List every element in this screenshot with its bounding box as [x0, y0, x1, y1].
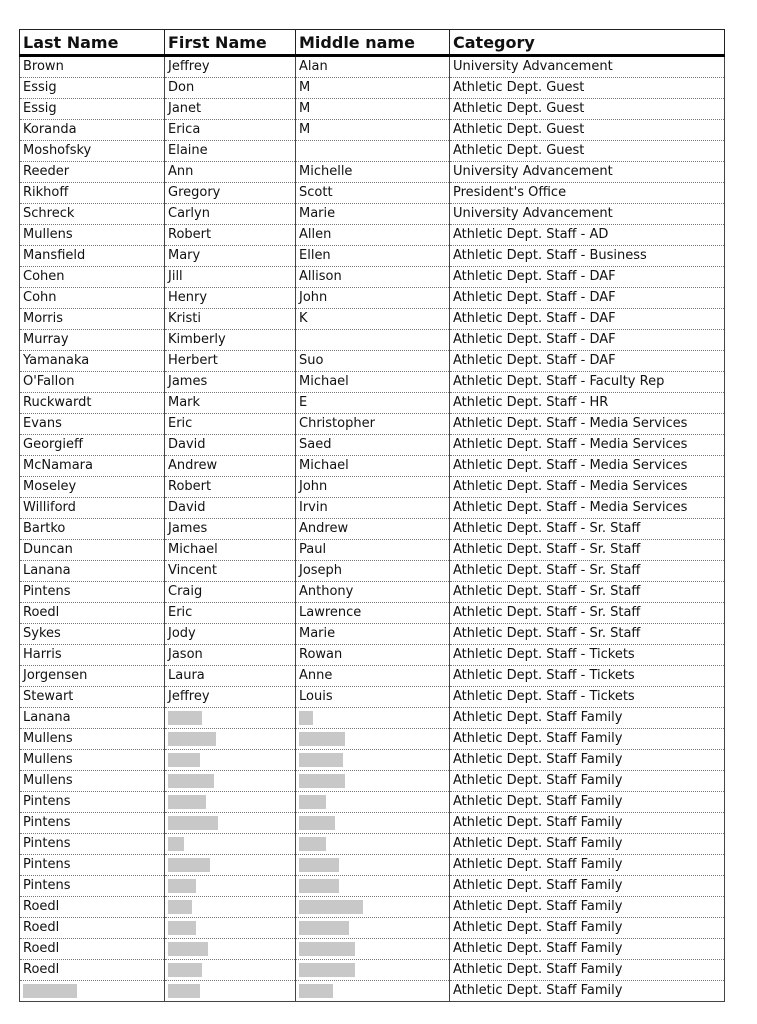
- middle-name-cell: E: [296, 393, 450, 414]
- middle-name-cell: Marie: [296, 204, 450, 225]
- redaction-block: [168, 984, 200, 998]
- redaction-block: [299, 963, 355, 977]
- table-row: [20, 792, 725, 813]
- first-name-cell: [165, 771, 296, 792]
- redaction-block: [299, 774, 345, 788]
- redaction-block: [23, 984, 77, 998]
- table-row: [20, 225, 725, 246]
- category-cell: Athletic Dept. Staff - AD: [450, 225, 725, 246]
- middle-name-cell: [296, 918, 450, 939]
- table-row: [20, 897, 725, 918]
- middle-name-cell: Suo: [296, 351, 450, 372]
- redaction-block: [168, 900, 192, 914]
- table-row: [20, 918, 725, 939]
- middle-name-cell: [296, 981, 450, 1002]
- first-name-cell: Erica: [165, 120, 296, 141]
- category-cell: Athletic Dept. Staff Family: [450, 981, 725, 1002]
- category-cell: Athletic Dept. Staff - Tickets: [450, 645, 725, 666]
- category-cell: Athletic Dept. Staff - Sr. Staff: [450, 603, 725, 624]
- last-name-cell: Mansfield: [20, 246, 165, 267]
- last-name-cell: Evans: [20, 414, 165, 435]
- table-row: [20, 99, 725, 120]
- first-name-cell: Robert: [165, 477, 296, 498]
- staff-table: [19, 29, 725, 1002]
- last-name-cell: Roedl: [20, 897, 165, 918]
- table-row: [20, 729, 725, 750]
- first-name-cell: Craig: [165, 582, 296, 603]
- category-cell: Athletic Dept. Staff Family: [450, 897, 725, 918]
- redaction-block: [168, 879, 196, 893]
- redaction-block: [299, 837, 326, 851]
- category-cell: Athletic Dept. Staff - Sr. Staff: [450, 561, 725, 582]
- header-row: [20, 30, 725, 56]
- middle-name-cell: M: [296, 78, 450, 99]
- first-name-cell: Mary: [165, 246, 296, 267]
- last-name-cell: Schreck: [20, 204, 165, 225]
- table-row: [20, 540, 725, 561]
- first-name-cell: Jeffrey: [165, 56, 296, 78]
- first-name-cell: Robert: [165, 225, 296, 246]
- redaction-block: [168, 732, 216, 746]
- table-row: [20, 834, 725, 855]
- middle-name-cell: Lawrence: [296, 603, 450, 624]
- middle-name-cell: Scott: [296, 183, 450, 204]
- last-name-cell: Mullens: [20, 729, 165, 750]
- category-cell: Athletic Dept. Guest: [450, 99, 725, 120]
- table-row: [20, 351, 725, 372]
- table-row: [20, 141, 725, 162]
- category-cell: President's Office: [450, 183, 725, 204]
- middle-name-cell: [296, 729, 450, 750]
- first-name-cell: [165, 813, 296, 834]
- category-cell: Athletic Dept. Staff - Sr. Staff: [450, 519, 725, 540]
- middle-name-cell: Michelle: [296, 162, 450, 183]
- first-name-cell: [165, 939, 296, 960]
- middle-name-cell: Christopher: [296, 414, 450, 435]
- middle-name-cell: M: [296, 120, 450, 141]
- middle-name-cell: [296, 939, 450, 960]
- last-name-cell: Pintens: [20, 582, 165, 603]
- last-name-cell: Roedl: [20, 918, 165, 939]
- table-row: [20, 624, 725, 645]
- middle-name-cell: John: [296, 288, 450, 309]
- table-row: [20, 414, 725, 435]
- first-name-cell: Mark: [165, 393, 296, 414]
- category-cell: Athletic Dept. Guest: [450, 78, 725, 99]
- middle-name-cell: Michael: [296, 372, 450, 393]
- table-body: [20, 56, 725, 1002]
- first-name-cell: Ann: [165, 162, 296, 183]
- last-name-cell: O'Fallon: [20, 372, 165, 393]
- category-cell: Athletic Dept. Staff - HR: [450, 393, 725, 414]
- table-row: [20, 876, 725, 897]
- middle-name-cell: [296, 771, 450, 792]
- middle-name-cell: Michael: [296, 456, 450, 477]
- category-cell: Athletic Dept. Staff - Media Services: [450, 477, 725, 498]
- header-last-name: Last Name: [20, 30, 165, 56]
- table-row: [20, 330, 725, 351]
- table-row: [20, 120, 725, 141]
- category-cell: Athletic Dept. Staff - Media Services: [450, 456, 725, 477]
- last-name-cell: Pintens: [20, 792, 165, 813]
- redaction-block: [168, 858, 210, 872]
- redaction-block: [299, 984, 333, 998]
- table-row: [20, 603, 725, 624]
- last-name-cell: Essig: [20, 78, 165, 99]
- last-name-cell: Duncan: [20, 540, 165, 561]
- last-name-cell: Murray: [20, 330, 165, 351]
- first-name-cell: James: [165, 519, 296, 540]
- first-name-cell: [165, 792, 296, 813]
- first-name-cell: Andrew: [165, 456, 296, 477]
- last-name-cell: Koranda: [20, 120, 165, 141]
- middle-name-cell: [296, 141, 450, 162]
- redaction-block: [299, 879, 339, 893]
- category-cell: Athletic Dept. Staff - Business: [450, 246, 725, 267]
- category-cell: Athletic Dept. Staff - Faculty Rep: [450, 372, 725, 393]
- last-name-cell: Bartko: [20, 519, 165, 540]
- category-cell: Athletic Dept. Staff - DAF: [450, 309, 725, 330]
- middle-name-cell: [296, 897, 450, 918]
- last-name-cell: Lanana: [20, 708, 165, 729]
- last-name-cell: Essig: [20, 99, 165, 120]
- category-cell: Athletic Dept. Staff - DAF: [450, 288, 725, 309]
- category-cell: Athletic Dept. Staff - Media Services: [450, 435, 725, 456]
- first-name-cell: [165, 834, 296, 855]
- middle-name-cell: Rowan: [296, 645, 450, 666]
- first-name-cell: James: [165, 372, 296, 393]
- last-name-cell: Stewart: [20, 687, 165, 708]
- redaction-block: [299, 732, 345, 746]
- table-row: [20, 561, 725, 582]
- table-row: [20, 78, 725, 99]
- last-name-cell: McNamara: [20, 456, 165, 477]
- middle-name-cell: Andrew: [296, 519, 450, 540]
- last-name-cell: Cohn: [20, 288, 165, 309]
- last-name-cell: Lanana: [20, 561, 165, 582]
- first-name-cell: Michael: [165, 540, 296, 561]
- redaction-block: [299, 921, 349, 935]
- category-cell: Athletic Dept. Staff Family: [450, 876, 725, 897]
- table-row: [20, 456, 725, 477]
- first-name-cell: Carlyn: [165, 204, 296, 225]
- last-name-cell: Morris: [20, 309, 165, 330]
- first-name-cell: Herbert: [165, 351, 296, 372]
- first-name-cell: Vincent: [165, 561, 296, 582]
- redaction-block: [168, 837, 184, 851]
- first-name-cell: Jody: [165, 624, 296, 645]
- table-row: [20, 666, 725, 687]
- category-cell: University Advancement: [450, 204, 725, 225]
- table-row: [20, 645, 725, 666]
- first-name-cell: Jason: [165, 645, 296, 666]
- last-name-cell: Moseley: [20, 477, 165, 498]
- redaction-block: [299, 753, 343, 767]
- middle-name-cell: Anne: [296, 666, 450, 687]
- table-row: [20, 477, 725, 498]
- category-cell: Athletic Dept. Staff - Sr. Staff: [450, 624, 725, 645]
- first-name-cell: David: [165, 498, 296, 519]
- category-cell: Athletic Dept. Staff Family: [450, 708, 725, 729]
- first-name-cell: [165, 729, 296, 750]
- category-cell: Athletic Dept. Staff Family: [450, 813, 725, 834]
- last-name-cell: Pintens: [20, 834, 165, 855]
- table-row: [20, 939, 725, 960]
- redaction-block: [299, 900, 363, 914]
- first-name-cell: [165, 960, 296, 981]
- table-row: [20, 288, 725, 309]
- category-cell: Athletic Dept. Staff Family: [450, 750, 725, 771]
- category-cell: Athletic Dept. Staff - DAF: [450, 330, 725, 351]
- redaction-block: [168, 774, 214, 788]
- category-cell: Athletic Dept. Staff Family: [450, 729, 725, 750]
- table-row: [20, 393, 725, 414]
- middle-name-cell: Marie: [296, 624, 450, 645]
- middle-name-cell: [296, 813, 450, 834]
- last-name-cell: Brown: [20, 56, 165, 78]
- table-row: [20, 708, 725, 729]
- redaction-block: [168, 816, 218, 830]
- table-row: [20, 813, 725, 834]
- last-name-cell: Sykes: [20, 624, 165, 645]
- middle-name-cell: Ellen: [296, 246, 450, 267]
- first-name-cell: Kristi: [165, 309, 296, 330]
- table-row: [20, 750, 725, 771]
- last-name-cell: Cohen: [20, 267, 165, 288]
- table-row: [20, 56, 725, 78]
- table-row: [20, 855, 725, 876]
- category-cell: Athletic Dept. Guest: [450, 141, 725, 162]
- last-name-cell: Georgieff: [20, 435, 165, 456]
- middle-name-cell: [296, 750, 450, 771]
- middle-name-cell: [296, 855, 450, 876]
- first-name-cell: [165, 876, 296, 897]
- table-row: [20, 183, 725, 204]
- last-name-cell: Mullens: [20, 750, 165, 771]
- middle-name-cell: [296, 330, 450, 351]
- category-cell: Athletic Dept. Staff Family: [450, 918, 725, 939]
- first-name-cell: Jeffrey: [165, 687, 296, 708]
- category-cell: Athletic Dept. Staff Family: [450, 771, 725, 792]
- category-cell: Athletic Dept. Staff - DAF: [450, 351, 725, 372]
- redaction-block: [168, 753, 200, 767]
- middle-name-cell: Louis: [296, 687, 450, 708]
- last-name-cell: Williford: [20, 498, 165, 519]
- staff-list-sheet: [19, 29, 724, 1002]
- header-first-name: First Name: [165, 30, 296, 56]
- category-cell: Athletic Dept. Staff Family: [450, 792, 725, 813]
- category-cell: Athletic Dept. Staff Family: [450, 834, 725, 855]
- redaction-block: [299, 795, 326, 809]
- table-row: [20, 960, 725, 981]
- redaction-block: [168, 942, 208, 956]
- table-row: [20, 687, 725, 708]
- table-row: [20, 498, 725, 519]
- category-cell: Athletic Dept. Staff - Tickets: [450, 666, 725, 687]
- category-cell: University Advancement: [450, 162, 725, 183]
- table-row: [20, 981, 725, 1002]
- redaction-block: [168, 963, 202, 977]
- middle-name-cell: Joseph: [296, 561, 450, 582]
- last-name-cell: Yamanaka: [20, 351, 165, 372]
- table-row: [20, 519, 725, 540]
- first-name-cell: [165, 708, 296, 729]
- redaction-block: [299, 816, 335, 830]
- middle-name-cell: Anthony: [296, 582, 450, 603]
- category-cell: Athletic Dept. Staff Family: [450, 855, 725, 876]
- middle-name-cell: Irvin: [296, 498, 450, 519]
- middle-name-cell: [296, 834, 450, 855]
- category-cell: Athletic Dept. Staff - Tickets: [450, 687, 725, 708]
- first-name-cell: [165, 855, 296, 876]
- last-name-cell: Roedl: [20, 603, 165, 624]
- middle-name-cell: Allen: [296, 225, 450, 246]
- middle-name-cell: Alan: [296, 56, 450, 78]
- category-cell: Athletic Dept. Staff Family: [450, 960, 725, 981]
- table-row: [20, 267, 725, 288]
- last-name-cell: Mullens: [20, 771, 165, 792]
- first-name-cell: Gregory: [165, 183, 296, 204]
- last-name-cell: Roedl: [20, 939, 165, 960]
- first-name-cell: Henry: [165, 288, 296, 309]
- last-name-cell: Jorgensen: [20, 666, 165, 687]
- header-category: Category: [450, 30, 725, 56]
- last-name-cell: Harris: [20, 645, 165, 666]
- category-cell: Athletic Dept. Staff - Sr. Staff: [450, 540, 725, 561]
- category-cell: Athletic Dept. Guest: [450, 120, 725, 141]
- first-name-cell: Don: [165, 78, 296, 99]
- middle-name-cell: Allison: [296, 267, 450, 288]
- first-name-cell: [165, 981, 296, 1002]
- middle-name-cell: K: [296, 309, 450, 330]
- first-name-cell: Elaine: [165, 141, 296, 162]
- last-name-cell: [20, 981, 165, 1002]
- header-middle-name: Middle name: [296, 30, 450, 56]
- redaction-block: [299, 858, 339, 872]
- table-row: [20, 162, 725, 183]
- first-name-cell: [165, 897, 296, 918]
- middle-name-cell: Saed: [296, 435, 450, 456]
- redaction-block: [168, 711, 202, 725]
- category-cell: Athletic Dept. Staff - Sr. Staff: [450, 582, 725, 603]
- first-name-cell: [165, 918, 296, 939]
- table-row: [20, 372, 725, 393]
- last-name-cell: Roedl: [20, 960, 165, 981]
- table-row: [20, 204, 725, 225]
- category-cell: Athletic Dept. Staff - Media Services: [450, 414, 725, 435]
- table-row: [20, 309, 725, 330]
- last-name-cell: Pintens: [20, 855, 165, 876]
- middle-name-cell: M: [296, 99, 450, 120]
- first-name-cell: [165, 750, 296, 771]
- middle-name-cell: John: [296, 477, 450, 498]
- last-name-cell: Reeder: [20, 162, 165, 183]
- last-name-cell: Pintens: [20, 876, 165, 897]
- first-name-cell: Janet: [165, 99, 296, 120]
- first-name-cell: Jill: [165, 267, 296, 288]
- middle-name-cell: [296, 792, 450, 813]
- middle-name-cell: [296, 960, 450, 981]
- first-name-cell: Eric: [165, 414, 296, 435]
- redaction-block: [299, 942, 355, 956]
- first-name-cell: Eric: [165, 603, 296, 624]
- last-name-cell: Mullens: [20, 225, 165, 246]
- last-name-cell: Moshofsky: [20, 141, 165, 162]
- table-row: [20, 582, 725, 603]
- category-cell: University Advancement: [450, 56, 725, 78]
- table-row: [20, 771, 725, 792]
- last-name-cell: Rikhoff: [20, 183, 165, 204]
- category-cell: Athletic Dept. Staff - DAF: [450, 267, 725, 288]
- middle-name-cell: [296, 876, 450, 897]
- first-name-cell: Laura: [165, 666, 296, 687]
- middle-name-cell: [296, 708, 450, 729]
- table-row: [20, 435, 725, 456]
- first-name-cell: David: [165, 435, 296, 456]
- redaction-block: [299, 711, 313, 725]
- redaction-block: [168, 921, 196, 935]
- last-name-cell: Ruckwardt: [20, 393, 165, 414]
- category-cell: Athletic Dept. Staff Family: [450, 939, 725, 960]
- redaction-block: [168, 795, 206, 809]
- last-name-cell: Pintens: [20, 813, 165, 834]
- category-cell: Athletic Dept. Staff - Media Services: [450, 498, 725, 519]
- first-name-cell: Kimberly: [165, 330, 296, 351]
- middle-name-cell: Paul: [296, 540, 450, 561]
- table-row: [20, 246, 725, 267]
